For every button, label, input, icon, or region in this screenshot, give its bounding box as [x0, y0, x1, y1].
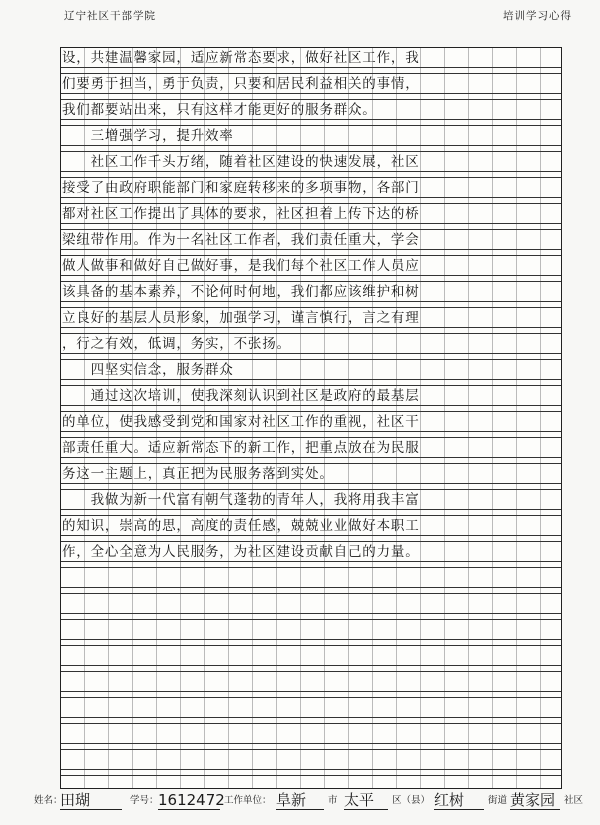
institution-header: 辽宁社区干部学院 [64, 10, 156, 22]
city-value: 阜新 [276, 791, 324, 810]
community-value: 黄家园 [510, 791, 560, 810]
essay-line: 们要勇于担当，勇于负责，只要和居民利益相关的事情， [62, 76, 420, 92]
student-id-label: 学号： [130, 795, 159, 806]
essay-line: 接受了由政府职能部门和家庭转移来的多项事物，各部门 [62, 180, 420, 196]
document-type-header: 培训学习心得 [503, 10, 572, 22]
essay-line: 社区工作千头万绪，随着社区建设的快速发展，社区 [62, 154, 420, 170]
street-label: 街道 [488, 795, 508, 806]
essay-line: 部责任重大。适应新常态下的新工作，把重点放在为民服 [62, 440, 420, 456]
district-label: 区（县） [392, 795, 431, 806]
essay-line: 三增强学习，提升效率 [62, 128, 234, 144]
essay-line: 的单位，使我感受到党和国家对社区工作的重视，社区干 [62, 414, 420, 430]
essay-line: 梁纽带作用。作为一名社区工作者，我们责任重大，学会 [62, 232, 420, 248]
essay-line: 做人做事和做好自己做好事，是我们每个社区工作人员应 [62, 258, 420, 274]
essay-line: 都对社区工作提出了具体的要求，社区担着上传下达的桥 [62, 206, 420, 222]
unit-label: 工作单位： [224, 795, 272, 806]
essay-line: 设，共建温馨家园，适应新常态要求，做好社区工作，我 [62, 50, 420, 66]
essay-line: 通过这次培训，使我深刻认识到社区是政府的最基层 [62, 388, 420, 404]
essay-line: 的知识，崇高的思，高度的责任感，兢兢业业做好本职工 [62, 518, 420, 534]
footer-info [34, 789, 584, 813]
essay-line: 该具备的基本素养，不论何时何地，我们都应该维护和树 [62, 284, 420, 300]
student-id-value: 1612472 [158, 791, 225, 809]
essay-line: 我做为新一代富有朝气蓬勃的青年人，我将用我丰富 [62, 492, 420, 508]
essay-line: 作，全心全意为人民服务，为社区建设贡献自己的力量。 [62, 544, 420, 560]
essay-line: 立良好的基层人员形象，加强学习，谨言慎行，言之有理 [62, 310, 420, 326]
city-label: 市 [328, 795, 338, 806]
essay-line: 务这一主题上，真正把为民服务落到实处。 [62, 466, 334, 482]
essay-line: 四坚实信念，服务群众 [62, 362, 234, 378]
district-value: 太平 [344, 791, 388, 810]
name-label: 姓名： [34, 795, 63, 806]
town-value: 红树 [434, 791, 484, 810]
essay-line: 我们都要站出来，只有这样才能更好的服务群众。 [62, 102, 377, 118]
name-value: 田瑚 [60, 791, 122, 810]
essay-line: ，行之有效，低调，务实，不张扬。 [62, 336, 291, 352]
community-label: 社区 [564, 795, 584, 806]
